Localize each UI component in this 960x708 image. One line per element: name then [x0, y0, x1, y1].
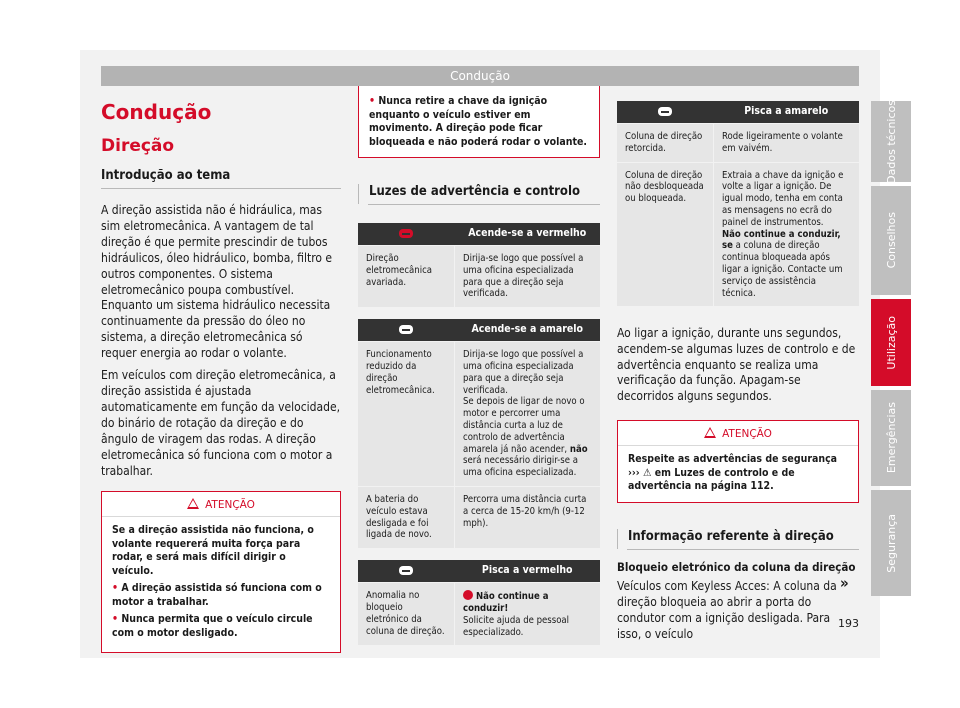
table-cell-cause: Coluna de direção retorcida. — [617, 124, 714, 163]
section-title: Direção — [101, 136, 175, 156]
divider — [101, 188, 341, 189]
table-header: Acende-se a vermelho — [455, 223, 601, 246]
table-header: Pisca a amarelo — [714, 101, 860, 124]
tab-dados-tecnicos[interactable]: Dados técnicos — [871, 101, 911, 182]
warning-body — [618, 446, 858, 502]
warning-bullet: • A direção assistida só funciona com o motor a trabalhar. — [112, 582, 322, 608]
table-cell-action: Não continue a conduzir! Solicite ajuda de pessoal especializado. — [455, 583, 601, 646]
warning-box — [101, 491, 341, 653]
table-row — [358, 342, 600, 487]
warning-text: Se a direção assistida não funciona, o volante requererá muita força para rodar, e será mais difícil dirigir o veículo. — [112, 524, 314, 577]
table-cell-action: Extraia a chave da ignição e volte a ligar a ignição. De igual modo, tenha em conta as mensagens no ecrã do painel de instrumentos. Não continue a conduzir, se a coluna de direção continua bloqueada após ligar a ignição. Contacte um serviço de assistência técnica. — [714, 162, 860, 306]
warning-icon — [187, 498, 199, 509]
warning-body — [359, 86, 599, 157]
table-row — [358, 486, 600, 548]
info-paragraph: Ao ligar a ignição, durante uns segundos, acendem-se algumas luzes de controlo e de advertência enquanto se realiza uma verificação da função. Apagam-se decorridos alguns segundos. — [617, 326, 856, 403]
section-heading — [617, 529, 859, 549]
warning-box-continued — [358, 86, 600, 158]
section-title: Informação referente à direção — [628, 528, 834, 544]
table-cell-action: Dirija-se logo que possível a uma oficina especializada para que a direção seja verificada. — [455, 246, 601, 308]
table-cell-action: Rode ligeiramente o volante em vaivém. — [714, 124, 860, 163]
tab-conselhos[interactable]: Conselhos — [871, 186, 911, 295]
warning-table-red — [358, 223, 600, 307]
tab-emergencias[interactable]: Emergências — [871, 390, 911, 486]
intro-paragraph: A direção assistida não é hidráulica, mas sim eletromecânica. A vantagem de tal direção é que permite prescindir de tubos hidráulicos, óleo hidráulico, bomba, filtro e outros componentes. O sistema eletromecânico poupa combustível. Enquanto um sistema hidráulico necessita continuamente da pressão do óleo no sistema, a direção eletromecânica só requer energia ao rodar o volante. — [101, 203, 333, 361]
warning-header — [102, 492, 340, 517]
continue-arrow: » — [840, 574, 849, 592]
steering-warning-icon-amber-blink — [657, 106, 673, 117]
warning-table-red-blink — [358, 560, 600, 645]
table-cell-cause: Funcionamento reduzido da direção eletromecânica. — [358, 342, 455, 487]
table-header: Acende-se a amarelo — [455, 319, 601, 342]
table-icon-cell — [358, 319, 455, 342]
warning-box — [617, 420, 859, 503]
warning-icon — [704, 427, 716, 438]
warning-bullet: • Nunca retire a chave da ignição enquanto o veículo estiver em movimento. A direção pode ficar bloqueada e não poderá rodar o volante. — [369, 95, 588, 148]
info-paragraph-2: Veículos com Keyless Acces: A coluna da direção bloqueia ao abrir a porta do condutor com a ignição desligada. Para isso, o veículo — [617, 578, 837, 641]
middle-column — [358, 86, 600, 645]
warning-table-amber-blink — [617, 101, 859, 306]
warning-header — [618, 421, 858, 446]
table-cell-cause: A bateria do veículo estava desligada e foi ligada de novo. — [358, 486, 455, 548]
table-header: Pisca a vermelho — [455, 560, 601, 583]
warning-text: Respeite as advertências de segurança ››› ⚠ em Luzes de controlo e de advertência na página 112. — [628, 453, 838, 493]
warning-table-amber — [358, 319, 600, 548]
table-cell-cause: Coluna de direção não desbloqueada ou bloqueada. — [617, 162, 714, 306]
warning-label: ATENÇÃO — [205, 499, 255, 512]
table-cell-action: Dirija-se logo que possível a uma oficina especializada para que a direção seja verificada. Se depois de ligar de novo o motor e percorrer uma distância curta a luz de controlo de advertência amarela já não acender, não será necessário dirigir-se a uma oficina especializada. — [455, 342, 601, 487]
divider — [368, 204, 600, 205]
table-icon-cell — [358, 223, 455, 246]
steering-warning-icon-red — [398, 228, 414, 239]
intro-paragraph-2: Em veículos com direção eletromecânica, a direção assistida é ajustada automaticamente em função da velocidade, do binário de rotação da direção e do ângulo de viragem das rodas. A direção eletromecânica só funciona com o motor a trabalhar. — [101, 368, 341, 478]
table-row — [358, 246, 600, 308]
page-number: 193 — [838, 617, 859, 630]
table-row — [358, 583, 600, 646]
table-row — [617, 162, 859, 306]
warning-body — [102, 517, 340, 652]
steering-warning-icon-red-blink — [398, 565, 414, 576]
table-cell-cause: Anomalia no bloqueio eletrónico da coluna de direção. — [358, 583, 455, 646]
warning-label: ATENÇÃO — [722, 428, 772, 441]
tab-utilizacao[interactable]: Utilização — [871, 299, 911, 386]
stop-icon — [463, 590, 473, 600]
left-column — [101, 100, 341, 653]
steering-warning-icon-amber — [398, 324, 414, 335]
table-cell-cause: Direção eletromecânica avariada. — [358, 246, 455, 308]
section-title: Luzes de advertência e controlo — [369, 184, 581, 199]
chapter-title: Condução — [101, 100, 212, 124]
table-cell-action: Percorra uma distância curta a cerca de 15-20 km/h (9-12 mph). — [455, 486, 601, 548]
tab-seguranca[interactable]: Segurança — [871, 490, 911, 596]
right-column — [617, 101, 859, 642]
page-header: Condução — [101, 66, 859, 86]
table-icon-cell — [358, 560, 455, 583]
table-row — [617, 124, 859, 163]
table-icon-cell — [617, 101, 714, 124]
subsection-title: Introdução ao tema — [101, 168, 231, 183]
subsection-title: Bloqueio eletrónico da coluna da direção — [617, 559, 856, 574]
section-heading — [358, 184, 600, 204]
divider — [627, 549, 859, 550]
warning-bullet: • Nunca permita que o veículo circule com o motor desligado. — [112, 613, 313, 639]
